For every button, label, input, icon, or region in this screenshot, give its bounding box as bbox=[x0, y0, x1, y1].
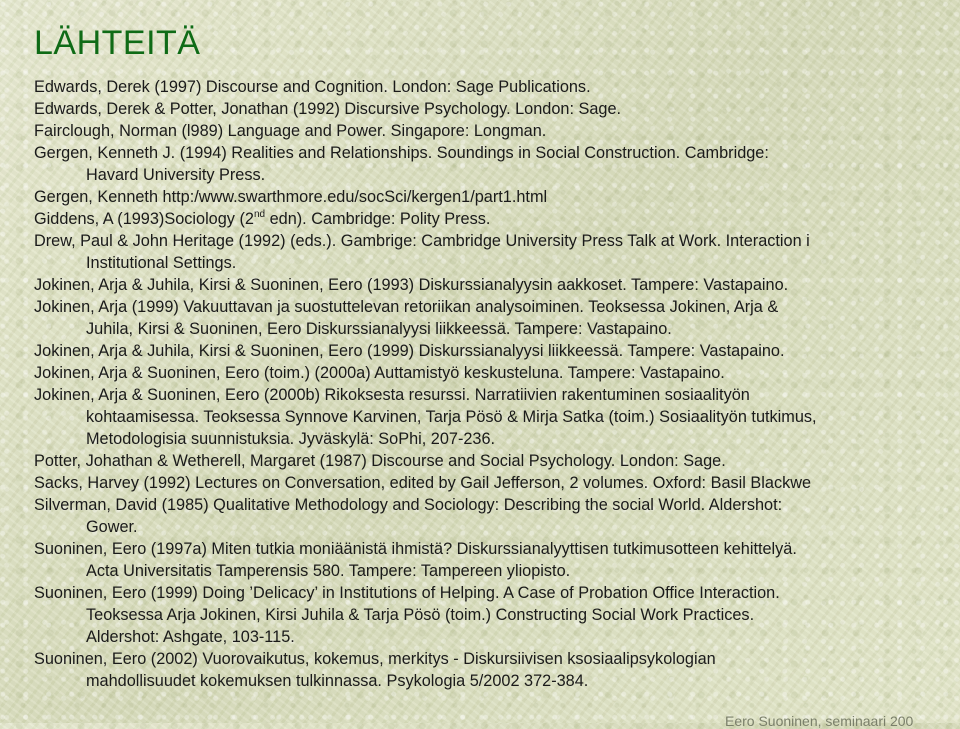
reference-line: Edwards, Derek & Potter, Jonathan (1992) Discursive Psychology. London: Sage. bbox=[34, 100, 622, 118]
reference-line: Jokinen, Arja & Suoninen, Eero (toim.) (2000a) Auttamistyö keskusteluna. Tampere: Vastapaino. bbox=[34, 364, 725, 382]
reference-line: Jokinen, Arja & Juhila, Kirsi & Suoninen, Eero (1999) Diskurssianalyysi liikkeessä. Tampere: Vastapaino. bbox=[34, 342, 785, 360]
reference-continuation: Metodologisia suunnistuksia. Jyväskylä: SoPhi, 207-236. bbox=[86, 430, 496, 448]
reference-line: Gergen, Kenneth J. (1994) Realities and Relationships. Soundings in Social Construction. Cambridge: bbox=[34, 144, 769, 162]
reference-line: Gergen, Kenneth http:/www.swarthmore.edu/socSci/kergen1/part1.html bbox=[34, 188, 548, 206]
reference-continuation: Acta Universitatis Tamperensis 580. Tampere: Tampereen yliopisto. bbox=[86, 562, 571, 580]
reference-line: Potter, Johathan & Wetherell, Margaret (1987) Discourse and Social Psychology. London: Sage. bbox=[34, 452, 726, 470]
reference-line: Jokinen, Arja & Juhila, Kirsi & Suoninen, Eero (1993) Diskurssianalyysin aakkoset. Tampere: Vastapaino. bbox=[34, 276, 789, 294]
reference-entry bbox=[34, 538, 960, 582]
reference-entry-giddens bbox=[34, 208, 960, 230]
reference-entry bbox=[34, 120, 960, 142]
reference-entry bbox=[34, 450, 960, 472]
giddens-superscript: nd bbox=[253, 209, 266, 220]
reference-line: Silverman, David (1985) Qualitative Methodology and Sociology: Describing the social World. Aldershot: bbox=[34, 496, 783, 514]
reference-entry bbox=[34, 384, 960, 450]
reference-entry bbox=[34, 76, 960, 98]
reference-continuation: kohtaamisessa. Teoksessa Synnove Karvinen, Tarja Pösö & Mirja Satka (toim.) Sosiaalityön tutkimus, bbox=[86, 408, 817, 426]
reference-line: Fairclough, Norman (l989) Language and Power. Singapore: Longman. bbox=[34, 122, 547, 140]
reference-continuation: Juhila, Kirsi & Suoninen, Eero Diskurssianalyysi liikkeessä. Tampere: Vastapaino. bbox=[86, 320, 672, 338]
reference-entry bbox=[34, 274, 960, 296]
reference-entry bbox=[34, 186, 960, 208]
reference-continuation: Institutional Settings. bbox=[86, 254, 237, 272]
reference-entry bbox=[34, 648, 960, 692]
reference-entry bbox=[34, 142, 960, 186]
reference-line: Sacks, Harvey (1992) Lectures on Conversation, edited by Gail Jefferson, 2 volumes. Oxford: Basil Blackwe bbox=[34, 474, 812, 492]
reference-continuation: Aldershot: Ashgate, 103-115. bbox=[86, 628, 295, 646]
giddens-text-after: edn). Cambridge: Polity Press. bbox=[265, 210, 491, 228]
reference-line: Jokinen, Arja & Suoninen, Eero (2000b) Rikoksesta resurssi. Narratiivien rakentuminen sosiaalityön bbox=[34, 386, 750, 404]
reference-entry bbox=[34, 98, 960, 120]
page-title: LÄHTEITÄ bbox=[34, 24, 201, 62]
reference-continuation: mahdollisuudet kokemuksen tulkinnassa. Psykologia 5/2002 372-384. bbox=[86, 672, 589, 690]
reference-line: Edwards, Derek (1997) Discourse and Cognition. London: Sage Publications. bbox=[34, 78, 591, 96]
reference-continuation: Havard University Press. bbox=[86, 166, 266, 184]
reference-line bbox=[34, 208, 960, 230]
reference-continuation: Teoksessa Arja Jokinen, Kirsi Juhila & Tarja Pösö (toim.) Constructing Social Work Practices. bbox=[86, 606, 755, 624]
reference-entry bbox=[34, 494, 960, 538]
reference-continuation: Gower. bbox=[86, 518, 138, 536]
reference-entry bbox=[34, 362, 960, 384]
footer-fragment: Eero Suoninen, seminaari 200 bbox=[725, 713, 914, 729]
reference-line: Suoninen, Eero (1999) Doing ’Delicacy’ in Institutions of Helping. A Case of Probation Office Interaction. bbox=[34, 584, 780, 602]
reference-entry bbox=[34, 296, 960, 340]
reference-entry bbox=[34, 582, 960, 648]
reference-line: Jokinen, Arja (1999) Vakuuttavan ja suostuttelevan retoriikan analysoiminen. Teoksessa Jokinen, Arja & bbox=[34, 298, 779, 316]
reference-line: Suoninen, Eero (2002) Vuorovaikutus, kokemus, merkitys - Diskursiivisen ksosiaalipsykologian bbox=[34, 650, 716, 668]
reference-entry bbox=[34, 230, 960, 274]
reference-entry bbox=[34, 340, 960, 362]
giddens-text-before: Giddens, A (1993)Sociology (2 bbox=[34, 210, 254, 228]
reference-entry bbox=[34, 472, 960, 494]
reference-line: Suoninen, Eero (1997a) Miten tutkia moniäänistä ihmistä? Diskurssianalyyttisen tutkimusotteen kehittelyä. bbox=[34, 540, 797, 558]
reference-line: Drew, Paul & John Heritage (1992) (eds.). Gambrige: Cambridge University Press Talk at Work. Interaction i bbox=[34, 232, 810, 250]
reference-list bbox=[34, 76, 960, 692]
